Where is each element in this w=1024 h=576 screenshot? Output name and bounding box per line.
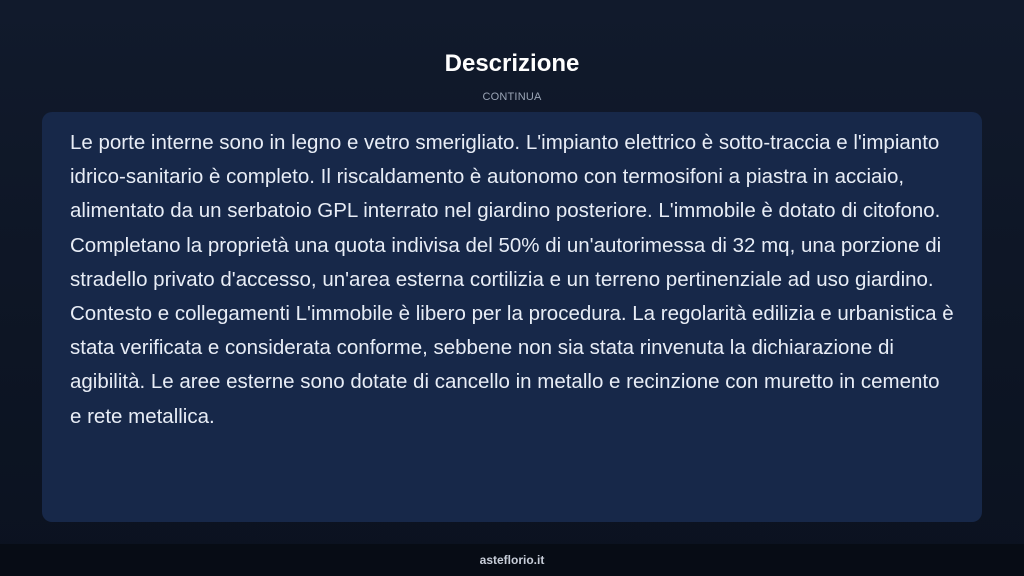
description-card — [42, 112, 982, 522]
footer — [0, 544, 1024, 576]
page-title: Descrizione — [444, 50, 580, 77]
continue-label: CONTINUA — [482, 91, 542, 103]
site-name: asteflorio.it — [479, 553, 545, 567]
header — [0, 48, 1024, 104]
description-text: Le porte interne sono in legno e vetro smerigliato. L'impianto elettrico è sotto-traccia e l'impianto idrico-sanitario è completo. Il riscaldamento è autonomo con termosifoni a piastra in acciaio, alimentato da un serbatoio GPL interrato nel giardino posteriore. L'immobile è dotato di citofono. Completano la proprietà una quota indivisa del 50% di un'autorimessa di 32 mq, una porzione di stradello privato d'accesso, un'area esterna cortilizia e un terreno pertinenziale ad uso giardino. Contesto e collegamenti L'immobile è libero per la procedura. La regolarità edilizia e urbanistica è stata verificata e considerata conforme, sebbene non sia stata rinvenuta la dichiarazione di agibilità. Le aree esterne sono dotate di cancello in metallo e recinzione con muretto in cemento e rete metallica. — [70, 131, 954, 428]
